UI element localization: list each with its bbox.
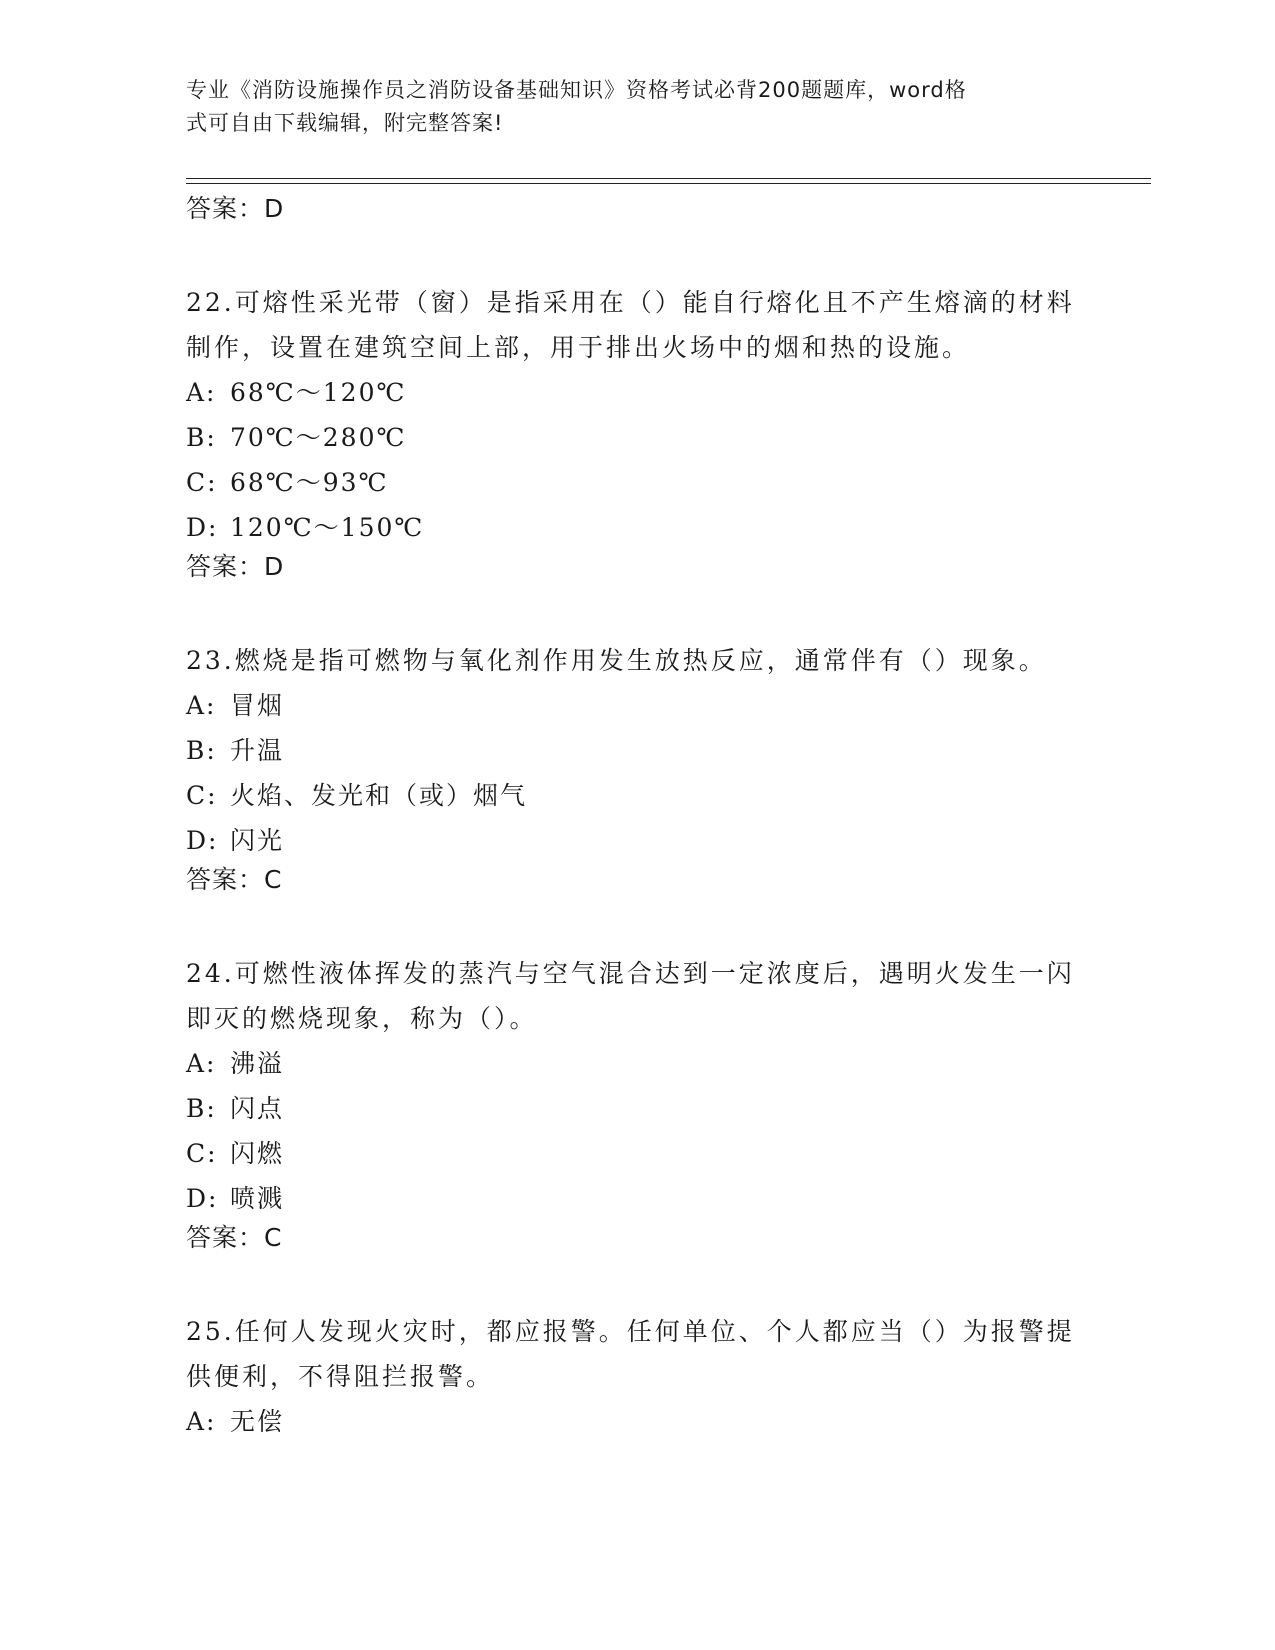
document-body (186, 192, 1086, 1444)
question-25 (186, 1309, 1086, 1444)
header-line-1: 专业《消防设施操作员之消防设备基础知识》资格考试必背200题题库，word格 (186, 78, 967, 102)
answer: 答案：C (186, 1223, 283, 1252)
header-line-2: 式可自由下载编辑，附完整答案! (186, 111, 504, 135)
question-stem: 24.可燃性液体挥发的蒸汽与空气混合达到一定浓度后，遇明火发生一闪即灭的燃烧现象，称为（）。 (186, 959, 1075, 1033)
header-rule-top (186, 178, 1151, 179)
question-stem: 25.任何人发现火灾时，都应报警。任何单位、个人都应当（）为报警提供便利，不得阻拦报警。 (186, 1317, 1075, 1391)
question-stem: 23.燃烧是指可燃物与氧化剂作用发生放热反应，通常伴有（）现象。 (186, 646, 1047, 675)
option-b: B: 闪点 (186, 1094, 285, 1123)
option-c: C: 火焰、发光和（或）烟气 (186, 781, 528, 810)
previous-answer: 答案：D (186, 194, 285, 223)
option-b: B: 升温 (186, 736, 285, 765)
question-23 (186, 638, 1086, 897)
option-a: A: 沸溢 (186, 1049, 285, 1078)
option-a: A: 冒烟 (186, 691, 285, 720)
header-rule-bottom (186, 183, 1151, 184)
question-stem: 22.可熔性采光带（窗）是指采用在（）能自行熔化且不产生熔滴的材料制作，设置在建筑空间上部，用于排出火场中的烟和热的设施。 (186, 288, 1075, 362)
option-d: D: 喷溅 (186, 1184, 285, 1213)
option-a: A: 无偿 (186, 1407, 285, 1436)
question-22 (186, 280, 1086, 584)
answer: 答案：D (186, 552, 285, 581)
option-b: B: 70℃～280℃ (186, 423, 407, 452)
answer: 答案：C (186, 865, 283, 894)
option-c: C: 闪燃 (186, 1139, 285, 1168)
option-d: D: 闪光 (186, 826, 285, 855)
option-a: A: 68℃～120℃ (186, 378, 407, 407)
document-header (186, 74, 1066, 140)
question-24 (186, 951, 1086, 1255)
option-c: C: 68℃～93℃ (186, 468, 389, 497)
option-d: D: 120℃～150℃ (186, 513, 425, 542)
